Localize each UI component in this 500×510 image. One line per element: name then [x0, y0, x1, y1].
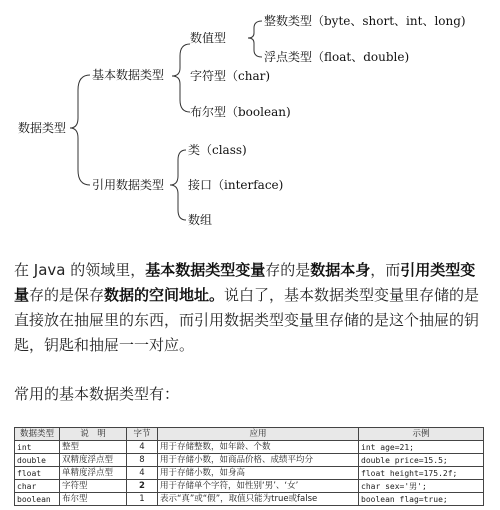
node-array: 数组 — [188, 213, 213, 227]
cell-description: 双精度浮点型 — [60, 454, 127, 467]
para-bold: 数据本身 — [310, 261, 371, 279]
node-integer: 整数类型（byte、short、int、long) — [264, 14, 466, 28]
cell-bytes: 4 — [127, 467, 158, 480]
primitive-brace — [172, 44, 190, 112]
para-bold: 引用类型变量 — [14, 261, 476, 304]
explanation-paragraph — [14, 258, 486, 358]
node-boolean: 布尔型（boolean) — [190, 105, 291, 119]
table-row — [15, 454, 484, 467]
cell-example: boolean flag=true; — [359, 493, 484, 506]
cell-usage: 用于存储小数，如商品价格、成绩平均分 — [158, 454, 359, 467]
cell-usage: 用于存储整数，如年龄、个数 — [158, 441, 359, 454]
table-header-row — [15, 428, 484, 441]
column-header: 应用 — [158, 428, 359, 441]
cell-description: 单精度浮点型 — [60, 467, 127, 480]
node-reference: 引用数据类型 — [92, 178, 165, 192]
cell-description: 字符型 — [60, 480, 127, 493]
brace-lines — [0, 0, 500, 240]
column-header: 说 明 — [60, 428, 127, 441]
para-text: 说白了，基本数据类型变量里存储的是直接放在抽屉里的东西，而引用数据类型变量里存储的是这个抽屉的钥匙，钥匙和抽屉一一对应。 — [14, 286, 480, 354]
node-interface: 接口（interface) — [188, 178, 284, 192]
cell-type: float — [15, 467, 60, 480]
para-bold: 基本数据类型变量 — [145, 261, 266, 279]
column-header: 数据类型 — [15, 428, 60, 441]
cell-bytes: 8 — [127, 454, 158, 467]
cell-example: double price=15.5; — [359, 454, 484, 467]
numeric-brace — [248, 21, 262, 57]
table-heading: 常用的基本数据类型有： — [14, 385, 180, 403]
cell-example: float height=175.2f; — [359, 467, 484, 480]
node-primitive: 基本数据类型 — [92, 68, 165, 82]
table-row — [15, 441, 484, 454]
cell-type: double — [15, 454, 60, 467]
para-text: ，而 — [370, 261, 401, 279]
root-brace — [70, 75, 90, 185]
cell-type: boolean — [15, 493, 60, 506]
cell-type: char — [15, 480, 60, 493]
cell-bytes: 2 — [127, 480, 158, 493]
cell-bytes: 4 — [127, 441, 158, 454]
node-class: 类（class) — [188, 143, 247, 157]
primitive-types-table — [14, 427, 484, 506]
table-row — [15, 480, 484, 493]
data-type-diagram — [0, 0, 500, 240]
cell-bytes: 1 — [127, 493, 158, 506]
cell-example: int age=21; — [359, 441, 484, 454]
column-header: 字节 — [127, 428, 158, 441]
node-floating: 浮点类型（float、double) — [264, 50, 410, 64]
node-numeric: 数值型 — [190, 31, 227, 45]
cell-usage: 用于存储小数，如身高 — [158, 467, 359, 480]
cell-type: int — [15, 441, 60, 454]
reference-brace — [170, 150, 186, 220]
node-root: 数据类型 — [18, 121, 67, 135]
cell-usage: 用于存储单个字符，如性别‘男’、‘女’ — [158, 480, 359, 493]
cell-example: char sex='男'; — [359, 480, 484, 493]
cell-usage: 表示“真”或“假”，取值只能为true或false — [158, 493, 359, 506]
para-text: 在 Java 的领域里， — [14, 261, 146, 279]
cell-description: 整型 — [60, 441, 127, 454]
para-text: 存的是保存 — [29, 286, 105, 304]
para-bold: 数据的空间地址。 — [104, 286, 225, 304]
table-row — [15, 493, 484, 506]
cell-description: 布尔型 — [60, 493, 127, 506]
node-character: 字符型（char) — [190, 69, 271, 83]
column-header: 示例 — [359, 428, 484, 441]
table-row — [15, 467, 484, 480]
para-text: 存的是 — [265, 261, 311, 279]
